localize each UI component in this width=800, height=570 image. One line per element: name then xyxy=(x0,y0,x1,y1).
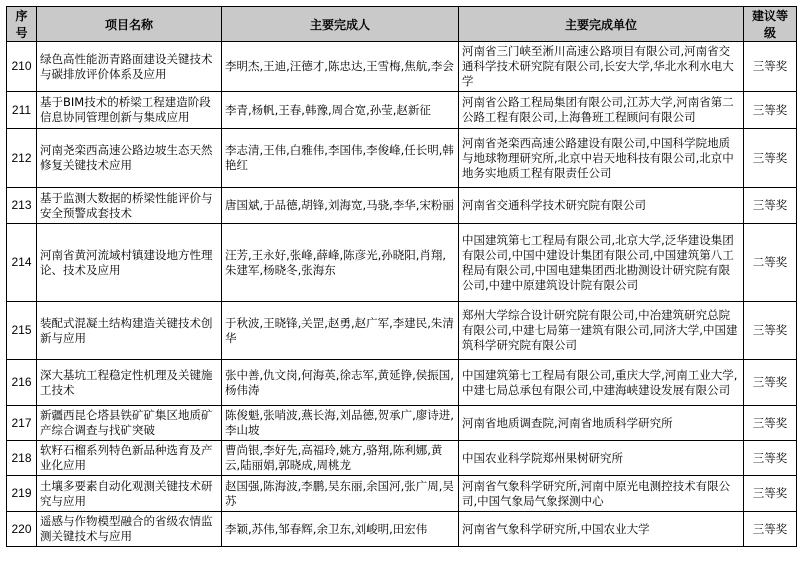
units-cell: 河南省三门峡至淅川高速公路项目有限公司,河南省交通科学技术研究院有限公司,长安大学,华北水利水电大学 xyxy=(459,42,744,92)
contributors-cell: 唐国斌,于品德,胡锋,刘海宽,马骁,李华,宋粉丽 xyxy=(222,188,459,224)
serial-cell: 215 xyxy=(7,302,37,360)
award-list-page xyxy=(0,6,800,547)
units-cell: 郑州大学综合设计研究院有限公司,中冶建筑研究总院有限公司,中建七局第一建筑有限公司,同济大学,中国建筑科学研究院有限公司 xyxy=(459,302,744,360)
units-cell: 河南省气象科学研究所,河南中原光电测控技术有限公司,中国气象局气象探测中心 xyxy=(459,476,744,512)
units-cell: 河南省地质调查院,河南省地质科学研究所 xyxy=(459,406,744,441)
project-name-cell: 软籽石榴系列特色新品种选育及产业化应用 xyxy=(37,441,222,476)
serial-cell: 217 xyxy=(7,406,37,441)
grade-cell: 三等奖 xyxy=(744,360,797,406)
grade-cell: 三等奖 xyxy=(744,129,797,188)
contributors-cell: 李志清,王伟,白雅伟,李国伟,李俊峰,任长明,韩艳红 xyxy=(222,129,459,188)
table-row xyxy=(7,188,797,224)
table-row xyxy=(7,129,797,188)
contributors-cell: 张中善,仇文岗,何海英,徐志军,黄延铮,侯振国,杨伟涛 xyxy=(222,360,459,406)
grade-cell: 三等奖 xyxy=(744,406,797,441)
project-name-cell: 基于监测大数据的桥梁性能评价与安全预警成套技术 xyxy=(37,188,222,224)
grade-cell: 三等奖 xyxy=(744,512,797,547)
contributors-cell: 汪芳,王永好,张峰,薛峰,陈彦光,孙晓阳,肖翔,朱建军,杨晓冬,张海东 xyxy=(222,224,459,302)
units-cell: 中国建筑第七工程局有限公司,北京大学,泛华建设集团有限公司,中国中建设计集团有限公司,中国建筑第八工程局有限公司,中国电建集团西北勘测设计研究院有限公司,中建中原建筑设计院有限公司 xyxy=(459,224,744,302)
serial-cell: 214 xyxy=(7,224,37,302)
table-row xyxy=(7,441,797,476)
project-name-cell: 装配式混凝土结构建造关键技术创新与应用 xyxy=(37,302,222,360)
grade-cell: 三等奖 xyxy=(744,476,797,512)
contributors-cell: 曹尚银,李好先,高福玲,姚方,骆翔,陈利娜,黄云,陆丽娟,郭晓成,周桃龙 xyxy=(222,441,459,476)
units-cell: 河南省交通科学技术研究院有限公司 xyxy=(459,188,744,224)
table-row xyxy=(7,512,797,547)
serial-cell: 218 xyxy=(7,441,37,476)
units-cell: 中国建筑第七工程局有限公司,重庆大学,河南工业大学,中建七局总承包有限公司,中建海峡建设发展有限公司 xyxy=(459,360,744,406)
header-main-contributors: 主要完成人 xyxy=(222,7,459,42)
serial-cell: 213 xyxy=(7,188,37,224)
table-row xyxy=(7,406,797,441)
header-serial: 序号 xyxy=(7,7,37,42)
project-name-cell: 新疆西昆仑塔县铁矿矿集区地质矿产综合调查与找矿突破 xyxy=(37,406,222,441)
serial-cell: 210 xyxy=(7,42,37,92)
header-suggested-grade: 建议等级 xyxy=(744,7,797,42)
serial-cell: 219 xyxy=(7,476,37,512)
grade-cell: 二等奖 xyxy=(744,224,797,302)
table-row xyxy=(7,476,797,512)
contributors-cell: 李颖,苏伟,邹春辉,余卫东,刘峻明,田宏伟 xyxy=(222,512,459,547)
project-name-cell: 遥感与作物模型融合的省级农情监测关键技术与应用 xyxy=(37,512,222,547)
contributors-cell: 陈俊魁,张哨波,燕长海,刘品德,贺承广,廖诗进,李山坡 xyxy=(222,406,459,441)
units-cell: 河南省公路工程局集团有限公司,江苏大学,河南省第二公路工程有限公司,上海鲁班工程顾问有限公司 xyxy=(459,92,744,129)
header-project-name: 项目名称 xyxy=(37,7,222,42)
table-row xyxy=(7,302,797,360)
table-row xyxy=(7,360,797,406)
project-name-cell: 深大基坑工程稳定性机理及关键施工技术 xyxy=(37,360,222,406)
grade-cell: 三等奖 xyxy=(744,92,797,129)
table-row xyxy=(7,224,797,302)
serial-cell: 211 xyxy=(7,92,37,129)
project-name-cell: 河南尧栾西高速公路边坡生态天然修复关键技术应用 xyxy=(37,129,222,188)
header-main-units: 主要完成单位 xyxy=(459,7,744,42)
project-name-cell: 绿色高性能沥青路面建设关键技术与碳排放评价体系及应用 xyxy=(37,42,222,92)
contributors-cell: 赵国强,陈海波,李鹏,吴东丽,余国河,张广周,吴苏 xyxy=(222,476,459,512)
units-cell: 中国农业科学院郑州果树研究所 xyxy=(459,441,744,476)
table-row xyxy=(7,92,797,129)
serial-cell: 216 xyxy=(7,360,37,406)
award-table xyxy=(6,6,797,547)
grade-cell: 三等奖 xyxy=(744,302,797,360)
units-cell: 河南省尧栾西高速公路建设有限公司,中国科学院地质与地球物理研究所,北京中岩天地科技有限公司,北京中地务实地质工程有限责任公司 xyxy=(459,129,744,188)
serial-cell: 220 xyxy=(7,512,37,547)
grade-cell: 三等奖 xyxy=(744,188,797,224)
serial-cell: 212 xyxy=(7,129,37,188)
project-name-cell: 土壤多要素自动化观测关键技术研究与应用 xyxy=(37,476,222,512)
contributors-cell: 于秋波,王晓锋,关罡,赵勇,赵广军,李建民,朱清华 xyxy=(222,302,459,360)
project-name-cell: 河南省黄河流域村镇建设地方性理论、技术及应用 xyxy=(37,224,222,302)
grade-cell: 三等奖 xyxy=(744,441,797,476)
units-cell: 河南省气象科学研究所,中国农业大学 xyxy=(459,512,744,547)
contributors-cell: 李青,杨帆,王春,韩豫,周合宽,孙莹,赵新征 xyxy=(222,92,459,129)
grade-cell: 三等奖 xyxy=(744,42,797,92)
table-row xyxy=(7,42,797,92)
project-name-cell: 基于BIM技术的桥梁工程建造阶段信息协同管理创新与集成应用 xyxy=(37,92,222,129)
header-row xyxy=(7,7,797,42)
contributors-cell: 李明杰,王迪,汪德才,陈忠达,王雪梅,焦航,李会 xyxy=(222,42,459,92)
